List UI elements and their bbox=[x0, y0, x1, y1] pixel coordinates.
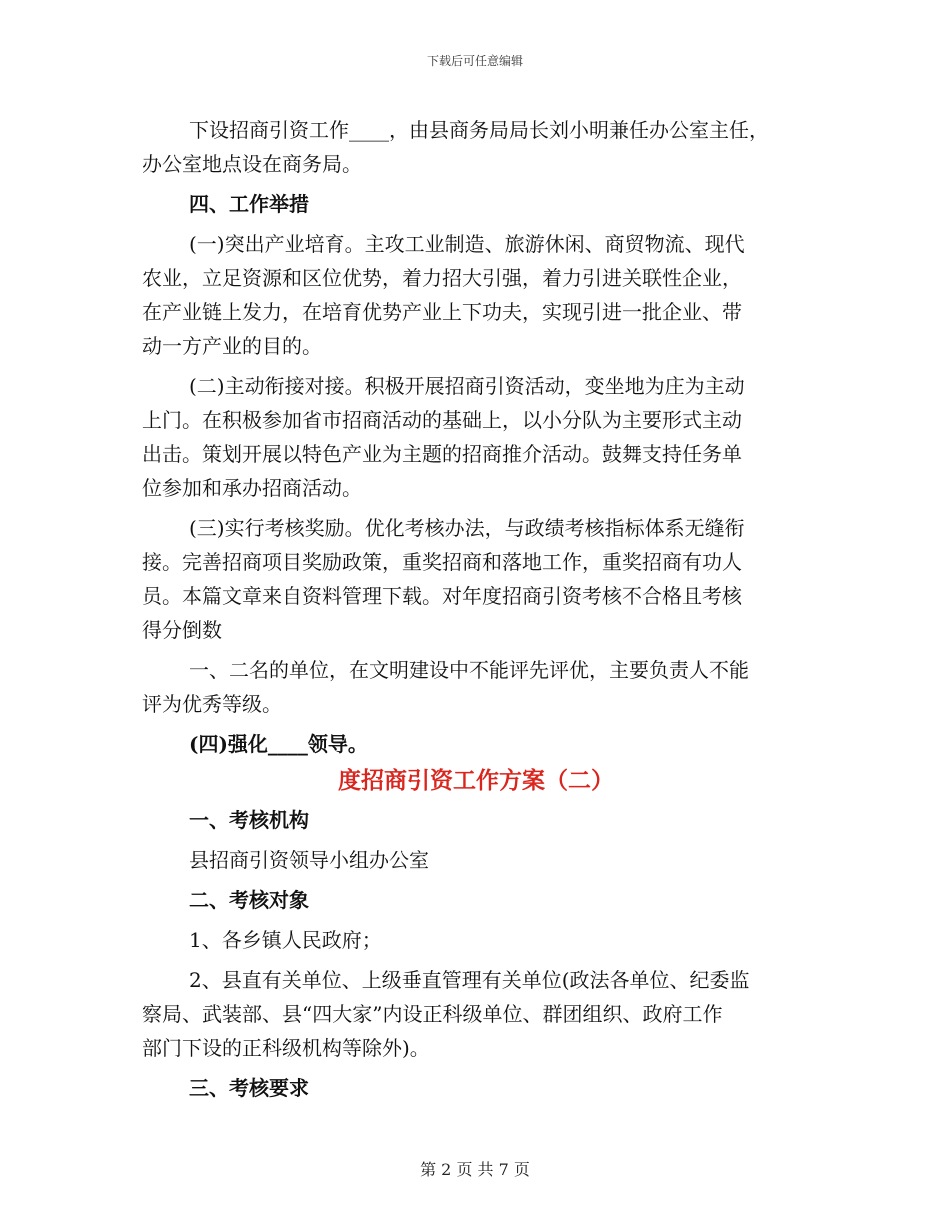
document-body bbox=[142, 113, 810, 1105]
section-heading-requirements: 三、考核要求 bbox=[189, 1076, 309, 1100]
list-item: 1、各乡镇人民政府； bbox=[189, 928, 382, 952]
paragraph-line: 动一方产业的目的。 bbox=[142, 334, 322, 358]
paragraph-line: (一)突出产业培育。主攻工业制造、旅游休闲、商贸物流、现代 bbox=[189, 232, 745, 256]
paragraph-line: 评为优秀等级。 bbox=[142, 692, 282, 716]
paragraph-line: 农业，立足资源和区位优势，着力招大引强，着力引进关联性企业， bbox=[142, 266, 742, 290]
header-note: 下载后可任意编辑 bbox=[426, 54, 523, 68]
list-item: 2、县直有关单位、上级垂直管理有关单位(政法各单位、纪委监 bbox=[189, 968, 750, 992]
paragraph-line: 察局、武装部、县“四大家”内设正科级单位、群团组织、政府工作 bbox=[142, 1002, 723, 1026]
paragraph-line: (三)实行考核奖励。优化考核办法，与政绩考核指标体系无缝衔 bbox=[189, 516, 745, 540]
section-heading-targets: 二、考核对象 bbox=[189, 888, 309, 912]
paragraph-line: 上门。在积极参加省市招商活动的基础上，以小分队为主要形式主动 bbox=[142, 408, 742, 432]
paragraph-line: 县招商引资领导小组办公室 bbox=[189, 848, 429, 872]
paragraph-line: (四)强化____领导。 bbox=[189, 732, 368, 756]
paragraph-line: 出击。策划开展以特色产业为主题的招商推介活动。鼓舞支持任务单 bbox=[142, 442, 742, 466]
paragraph-line: 下设招商引资工作____，由县商务局局长刘小明兼任办公室主任， bbox=[189, 118, 769, 142]
section-heading-measures: 四、工作举措 bbox=[189, 192, 309, 216]
paragraph-line: 接。完善招商项目奖励政策，重奖招商和落地工作，重奖招商有功人 bbox=[142, 550, 742, 574]
paragraph-line: 得分倒数 bbox=[142, 618, 222, 642]
section-title: 度招商引资工作方案（二） bbox=[338, 767, 614, 794]
paragraph-line: 在产业链上发力，在培育优势产业上下功夫，实现引进一批企业、带 bbox=[142, 300, 742, 324]
paragraph-line: 一、二名的单位，在文明建设中不能评先评优，主要负责人不能 bbox=[189, 658, 749, 682]
paragraph-line: (二)主动衔接对接。积极开展招商引资活动，变坐地为庄为主动 bbox=[189, 374, 745, 398]
paragraph-line: 部门下设的正科级机构等除外)。 bbox=[142, 1036, 430, 1060]
page-number: 第 2 页 共 7 页 bbox=[420, 1160, 530, 1179]
section-heading-agency: 一、考核机构 bbox=[189, 808, 309, 832]
paragraph-line: 位参加和承办招商活动。 bbox=[142, 476, 362, 500]
paragraph-line: 办公室地点设在商务局。 bbox=[142, 152, 362, 176]
paragraph-line: 员。本篇文章来自资料管理下载。对年度招商引资考核不合格且考核 bbox=[142, 584, 742, 608]
